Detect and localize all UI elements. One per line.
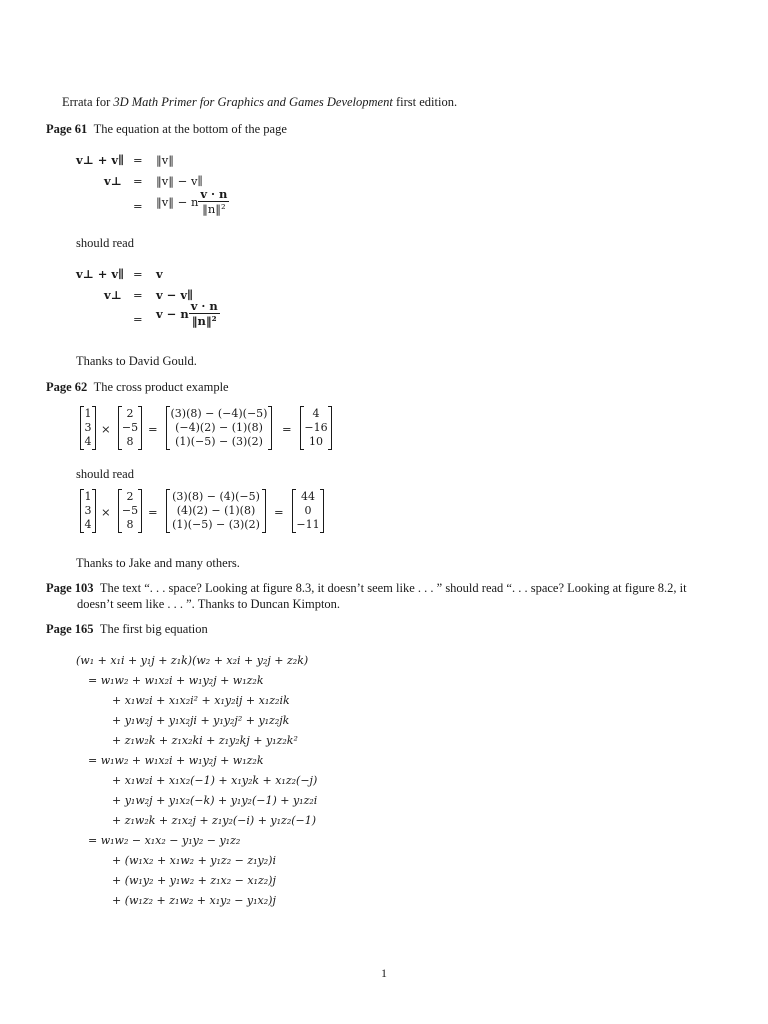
p103-paragraph	[46, 580, 717, 612]
p165-line-3: + x₁w₂i + x₁x₂i² + x₁y₂ij + x₁z₂ik	[112, 694, 290, 707]
p62-desc: The cross product example	[93, 380, 229, 394]
p61-should-read: should read	[76, 236, 134, 250]
p61-label: Page 61	[46, 122, 88, 136]
p62-heading	[46, 380, 229, 395]
p61-right-den: ‖n‖²	[191, 314, 217, 328]
matrix-cell: 3	[84, 504, 92, 517]
p62-wrong-vector-b	[118, 407, 142, 449]
p62-wrong-eq-1: =	[148, 422, 158, 436]
matrix-cell: (3)(8) − (4)(−5)	[172, 490, 260, 503]
p103-label: Page 103	[46, 581, 94, 595]
p61-wrong-rhs-3-pre: ‖v‖ − n	[156, 195, 199, 209]
p61-wrong-rhs-2: ‖v‖ − v∥	[156, 174, 203, 188]
matrix-cell: 3	[84, 421, 92, 434]
matrix-cell: (3)(8) − (−4)(−5)	[170, 407, 268, 420]
p62-right-eq-1: =	[148, 505, 158, 519]
p62-right-times: ×	[101, 505, 111, 519]
matrix-cell: 1	[84, 490, 92, 503]
p62-wrong-expr	[166, 407, 272, 449]
p165-line-9: + z₁w₂k + z₁x₂j + z₁y₂(−i) + y₁z₂(−1)	[112, 814, 317, 827]
p165-line-13: + (w₁z₂ + z₁w₂ + x₁y₂ − y₁x₂)j	[112, 894, 276, 907]
p62-label: Page 62	[46, 380, 88, 394]
p61-wrong-rel-3: =	[133, 199, 143, 213]
p62-wrong-eq-2: =	[282, 422, 292, 436]
p61-right-rel-3: =	[133, 312, 143, 326]
header-prefix: Errata for	[62, 95, 114, 109]
p62-wrong-result	[300, 407, 332, 449]
matrix-cell: 2	[126, 490, 134, 503]
matrix-cell: (−4)(2) − (1)(8)	[175, 421, 263, 434]
matrix-cell: 4	[84, 435, 92, 448]
p61-right-rhs-3	[156, 300, 220, 328]
p62-wrong-times: ×	[101, 422, 111, 436]
p62-wrong-vector-a	[80, 407, 96, 449]
p165-line-7: + x₁w₂i + x₁x₂(−1) + x₁y₂k + x₁z₂(−j)	[112, 774, 318, 787]
p61-right-rhs-3-pre: v − n	[156, 307, 189, 321]
matrix-cell: 2	[126, 407, 134, 420]
p61-wrong-den: ‖n‖²	[202, 202, 226, 216]
matrix-cell: (1)(−5) − (3)(2)	[175, 435, 263, 448]
p61-wrong-rel-2: =	[133, 174, 143, 188]
p61-wrong-rhs-1: ‖v‖	[156, 153, 174, 167]
p61-right-rhs-2: v − v∥	[156, 288, 194, 302]
p61-wrong-lhs-1: v⊥ + v∥	[76, 153, 125, 167]
p62-right-eq-2: =	[274, 505, 284, 519]
p61-right-rel-2: =	[133, 288, 143, 302]
matrix-cell: 8	[126, 435, 134, 448]
p61-wrong-rel-1: =	[133, 153, 143, 167]
matrix-cell: −16	[304, 421, 328, 434]
p165-heading	[46, 622, 208, 637]
p62-right-expr	[166, 490, 266, 532]
matrix-cell: −11	[296, 518, 320, 531]
p61-right-lhs-1: v⊥ + v∥	[76, 267, 125, 281]
p165-desc: The first big equation	[99, 622, 208, 636]
p61-right-num: v · n	[190, 299, 218, 313]
page-number: 1	[381, 966, 387, 980]
p61-wrong-rhs-3	[156, 188, 229, 216]
p61-wrong-lhs-2: v⊥	[104, 174, 122, 188]
p165-line-8: + y₁w₂j + y₁x₂(−k) + y₁y₂(−1) + y₁z₂i	[112, 794, 318, 807]
p61-thanks: Thanks to David Gould.	[76, 354, 197, 368]
p61-wrong-fraction	[198, 188, 229, 216]
matrix-cell: 4	[84, 518, 92, 531]
p165-line-6: = w₁w₂ + w₁x₂i + w₁y₂j + w₁z₂k	[88, 754, 264, 767]
matrix-cell: −5	[121, 504, 139, 517]
document-header	[62, 95, 457, 110]
p165-line-5: + z₁w₂k + z₁x₂ki + z₁y₂kj + y₁z₂k²	[112, 734, 298, 747]
p165-line-11: + (w₁x₂ + x₁w₂ + y₁z₂ − z₁y₂)i	[112, 854, 276, 867]
matrix-cell: −5	[121, 421, 139, 434]
matrix-cell: 8	[126, 518, 134, 531]
p61-right-lhs-2: v⊥	[104, 288, 122, 302]
book-title: 3D Math Primer for Graphics and Games Development	[113, 95, 393, 109]
p62-right-result	[292, 490, 324, 532]
p61-wrong-num: v · n	[200, 187, 228, 201]
matrix-cell: (4)(2) − (1)(8)	[176, 504, 256, 517]
p61-right-fraction	[189, 300, 220, 328]
matrix-cell: 4	[312, 407, 320, 420]
matrix-cell: 0	[304, 504, 312, 517]
matrix-cell: 44	[301, 490, 315, 503]
p62-thanks: Thanks to Jake and many others.	[76, 556, 240, 570]
matrix-cell: 1	[84, 407, 92, 420]
matrix-cell: (1)(−5) − (3)(2)	[172, 518, 260, 531]
p62-right-vector-a	[80, 490, 96, 532]
p165-line-10: = w₁w₂ − x₁x₂ − y₁y₂ − y₁z₂	[88, 834, 241, 847]
p165-label: Page 165	[46, 622, 94, 636]
p61-right-rhs-1: v	[156, 267, 163, 281]
matrix-cell: 10	[309, 435, 323, 448]
p165-line-1: (w₁ + x₁i + y₁j + z₁k)(w₂ + x₂i + y₂j + z₂k)	[76, 654, 309, 667]
header-suffix: first edition.	[392, 95, 458, 109]
p61-desc: The equation at the bottom of the page	[93, 122, 287, 136]
p62-should-read: should read	[76, 467, 134, 481]
p61-right-rel-1: =	[133, 267, 143, 281]
p165-line-4: + y₁w₂j + y₁x₂ji + y₁y₂j² + y₁z₂jk	[112, 714, 290, 727]
p165-line-12: + (w₁y₂ + y₁w₂ + z₁x₂ − x₁z₂)j	[112, 874, 276, 887]
p61-heading	[46, 122, 287, 137]
p165-line-2: = w₁w₂ + w₁x₂i + w₁y₂j + w₁z₂k	[88, 674, 264, 687]
p62-right-vector-b	[118, 490, 142, 532]
p103-text: The text “. . . space? Looking at figure 8.3, it doesn’t seem like . . . ” should read “. . . space? Looking at figure 8.2, it doesn’t seem like . . . ”. Thanks to Duncan Kimpton.	[77, 581, 687, 611]
